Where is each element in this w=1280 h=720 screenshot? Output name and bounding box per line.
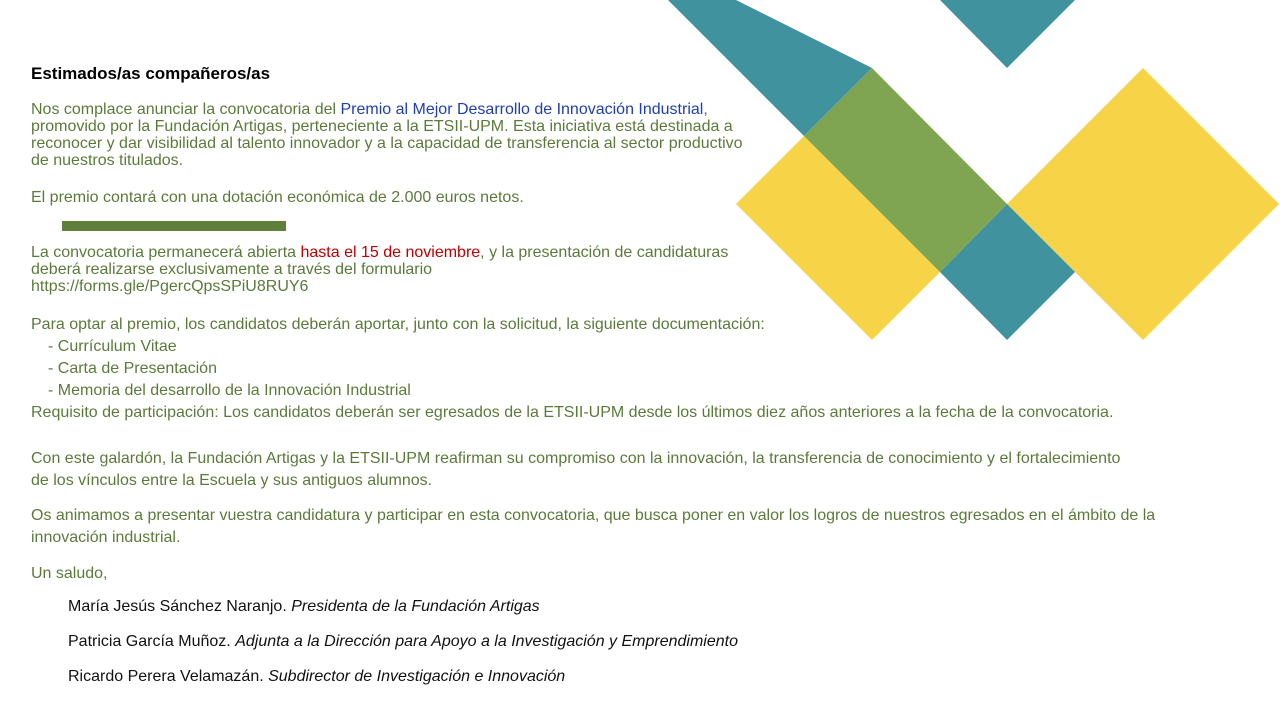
documents-intro: Para optar al premio, los candidatos deberán aportar, junto con la solicitud, la siguiente documentación: bbox=[31, 316, 765, 333]
commitment-paragraph: Con este galardón, la Fundación Artigas y la ETSII-UPM reafirman su compromiso con la innovación, la transferencia de conocimiento y el fortalecimiento de los vínculos entre la Escuela y sus antiguos alumnos. bbox=[31, 450, 1121, 489]
list-item: - Memoria del desarrollo de la Innovación Industrial bbox=[48, 382, 411, 399]
list-item: - Carta de Presentación bbox=[48, 360, 217, 377]
signer-role: Adjunta a la Dirección para Apoyo a la Investigación y Emprendimiento bbox=[235, 633, 738, 650]
signer-name: Ricardo Perera Velamazán. bbox=[68, 668, 264, 685]
deadline-text-start: La convocatoria permanecerá abierta bbox=[31, 244, 301, 261]
signer-role: Presidenta de la Fundación Artigas bbox=[291, 598, 540, 615]
encouragement-paragraph: Os animamos a presentar vuestra candidatura y participar en esta convocatoria, que busca poner en valor los logros de nuestros egresados en el ámbito de la innovación industrial. bbox=[31, 507, 1156, 546]
signature bbox=[68, 666, 565, 688]
signature bbox=[68, 596, 540, 618]
deadline-date: hasta el 15 de noviembre bbox=[300, 244, 481, 261]
signer-name: María Jesús Sánchez Naranjo. bbox=[68, 598, 287, 615]
deadline-text-end: , y la presentación de candidaturas deberá realizarse exclusivamente a través del formulario bbox=[31, 244, 729, 278]
green-divider-bar bbox=[62, 221, 286, 231]
list-item: - Currículum Vitae bbox=[48, 338, 177, 355]
signature bbox=[68, 631, 738, 653]
greeting: Estimados/as compañeros/as bbox=[31, 64, 271, 83]
closing: Un saludo, bbox=[31, 565, 108, 582]
requirement-paragraph: Requisito de participación: Los candidatos deberán ser egresados de la ETSII-UPM desde los últimos diez años anteriores a la fecha de la convocatoria. bbox=[31, 404, 1114, 421]
prize-name: Premio al Mejor Desarrollo de Innovación Industrial bbox=[340, 101, 704, 118]
prize-amount: El premio contará con una dotación económica de 2.000 euros netos. bbox=[31, 189, 524, 206]
teal-top-triangle bbox=[940, 0, 1075, 68]
signer-role: Subdirector de Investigación e Innovación bbox=[268, 668, 566, 685]
intro-text-start: Nos complace anunciar la convocatoria del bbox=[31, 101, 341, 118]
deadline-paragraph bbox=[31, 244, 731, 295]
signer-name: Patricia García Muñoz. bbox=[68, 633, 231, 650]
yellow-right-diamond bbox=[1007, 68, 1279, 340]
intro-text-end: , promovido por la Fundación Artigas, perteneciente a la ETSII-UPM. Esta iniciativa está destinada a reconocer y dar visibilidad al talento innovador y a la capacidad de transferencia al sector productivo de nuestros titulados. bbox=[31, 101, 743, 169]
intro-paragraph bbox=[31, 101, 751, 169]
form-link[interactable]: https://forms.gle/PgercQpsSPiU8RUY6 bbox=[31, 278, 309, 295]
